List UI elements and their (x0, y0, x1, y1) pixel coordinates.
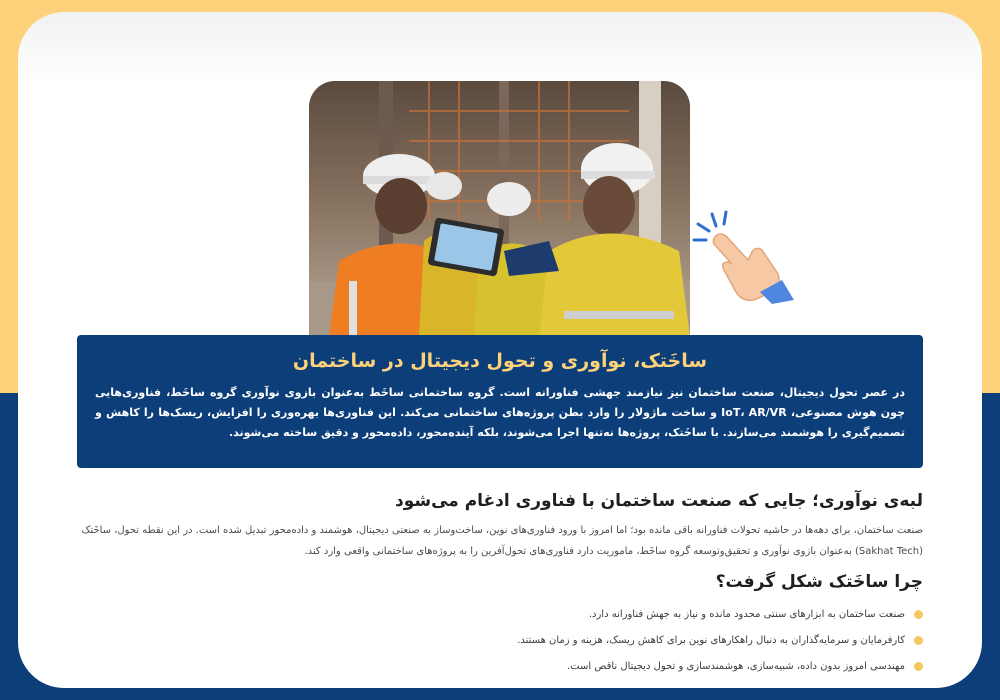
hero-photo (309, 81, 690, 337)
list-item (77, 628, 923, 654)
hero-paragraph: در عصر تحول دیجیتال، صنعت ساختمان نیز نیازمند جهشی فناورانه است. گروه ساختمانی ساخَط به‌عنوان بازوی نوآوری گروه ساخَط، فناوری‌هایی چون هوش مصنوعی، IoT، AR/VR و ساخت ماژولار را وارد بطن پروژه‌های ساختمانی می‌کند. این فناوری‌ها بهره‌وری را افزایش، ریسک‌ها را کاهش و تصمیم‌گیری را هوشمند می‌سازند. با ساخَتک، پروژه‌ها نه‌تنها اجرا می‌شوند، بلکه آینده‌محور، داده‌محور و دقیق ساخته می‌شوند. (95, 386, 905, 439)
list-item (77, 654, 923, 680)
pointing-hand-icon (690, 204, 800, 304)
bullet-dot-icon (914, 662, 923, 671)
hero-banner (77, 335, 923, 468)
section1-title: لبه‌ی نوآوری؛ جایی که صنعت ساختمان با فناوری ادغام می‌شود (394, 491, 923, 511)
list-item-text: کارفرمایان و سرمایه‌گذاران به دنبال راهکارهای نوین برای کاهش ریسک، هزینه و زمان هستند. (517, 635, 905, 646)
section2-title: چرا ساخَتک شکل گرفت؟ (715, 572, 923, 592)
bullet-dot-icon (914, 610, 923, 619)
list-item-text: مهندسی امروز بدون داده، شبیه‌سازی، هوشمندسازی و تحول دیجیتال ناقص است. (567, 661, 905, 672)
reasons-list (77, 602, 923, 680)
list-item-text: صنعت ساختمان به ابزارهای سنتی محدود مانده و نیاز به جهش فناورانه دارد. (588, 609, 905, 620)
hero-title: ساخَتک، نوآوری و تحول دیجیتال در ساختمان (292, 350, 708, 372)
bullet-dot-icon (914, 636, 923, 645)
list-item (77, 602, 923, 628)
content-card (18, 12, 982, 688)
section1-body: صنعت ساختمان، برای دهه‌ها در حاشیه تحولات فناورانه باقی مانده بود؛ اما امروز با ورود فناوری‌های نوین، ساخت‌وساز به صنعتی دیجیتال، هوشمند و داده‌محور تبدیل شده است. در این نقطه تحول، ساخَتک (Sakhat Tech) به‌عنوان بازوی نوآوری و تحقیق‌وتوسعه گروه ساخَط، ماموریت دارد فناوری‌های تحول‌آفرین را به پروژه‌های ساختمانی واقعی وارد کند. (81, 525, 923, 557)
